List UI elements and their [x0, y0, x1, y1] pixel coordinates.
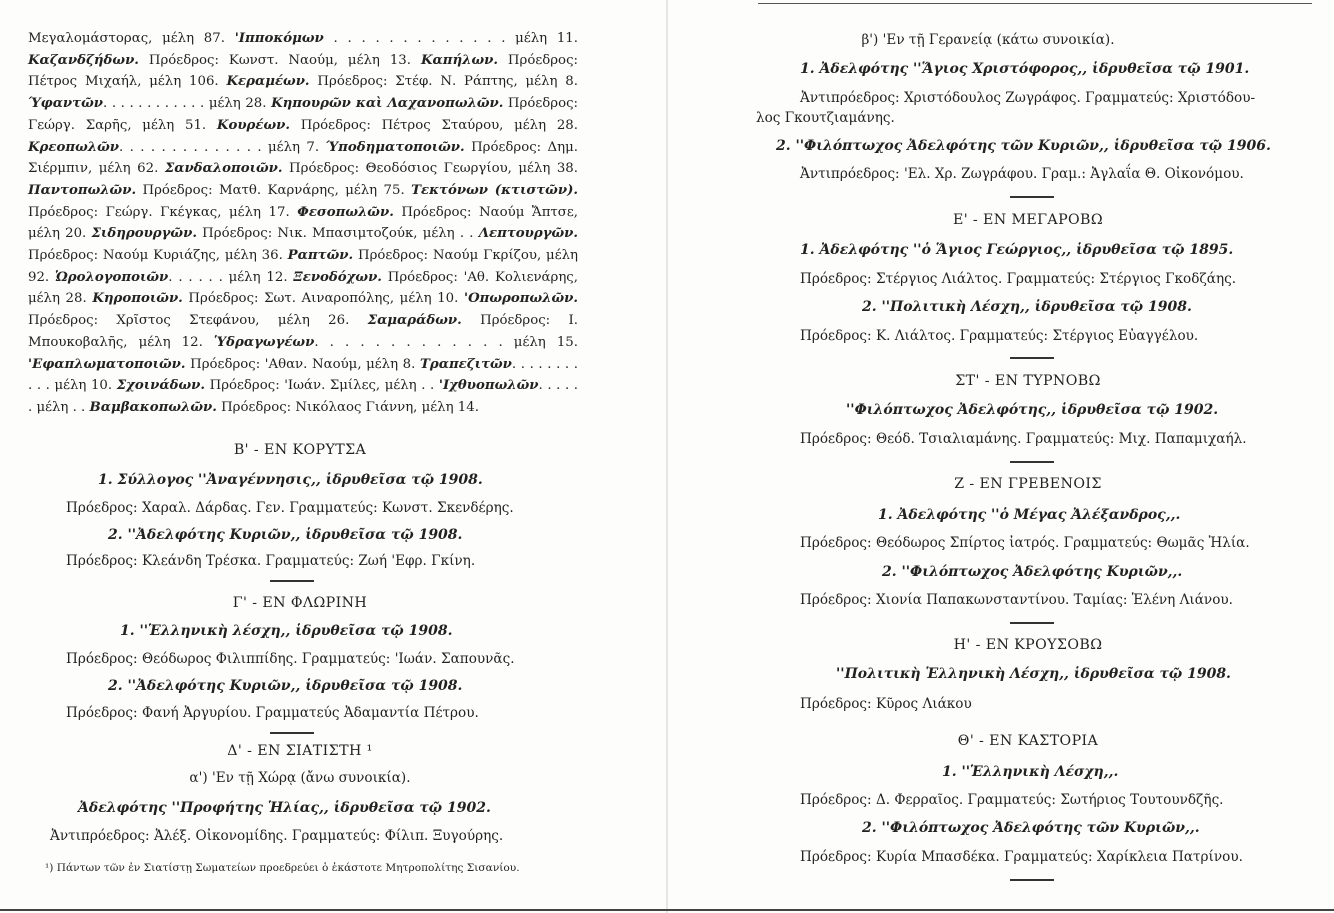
entry-megarovo-2: 2. ''Πολιτικὴ Λέσχη,, ἱδρυθεῖσα τῷ 1908. — [862, 299, 1192, 315]
guild-name: 'Ιχθυοπωλῶν — [438, 378, 539, 394]
guild-name: Καζανδζήδων. — [28, 52, 139, 68]
entry-grevena-1: 1. Ἀδελφότης ''ὁ Μέγας Ἀλέξανδρος,,. — [878, 507, 1181, 523]
info-megarovo-1: Πρόεδρος: Στέργιος Λιάλτος. Γραμματεύς: Στέργιος Γκοδζάης. — [800, 271, 1237, 287]
guild-name: Ξενοδόχων. — [293, 269, 382, 285]
guild-name: 'Εφαπλωματοποιῶν. — [28, 356, 186, 372]
info-siatista-1: Ἀντιπρόεδρος: Ἀλέξ. Οἰκονομίδης. Γραμματεύς: Φίλιπ. Ξυγούρης. — [50, 828, 504, 844]
guild-details: Πρόεδρος: Στέφ. Ν. Ράπτης, μέλη 8. — [309, 74, 578, 90]
guild-name: 'Ιπποκόμων — [234, 31, 324, 46]
heading-florina: Γ' - ΕΝ ΦΛΩΡΙΝΗ — [232, 595, 368, 611]
guild-details: Πρόεδρος: Ματθ. Καρνάρης, μέλη 75. — [136, 182, 412, 198]
guild-details: Πρόεδρος: Πέτρος Μιχαήλ, μέλη 106. — [28, 52, 578, 90]
guild-name: Ὡρολογοποιῶν — [54, 269, 169, 285]
guild-name: Σιδηρουργῶν. — [91, 226, 197, 242]
info-gerania-2: Ἀντιπρόεδρος: 'Ελ. Χρ. Ζωγράφου. Γραμ.: Ἀγλαΐα Θ. Οἰκονόμου. — [800, 166, 1244, 182]
entry-kastoria-1: 1. ''Ἑλληνικὴ Λέσχη,,. — [942, 764, 1119, 780]
guild-details: Πρόεδρος: Γεώργ. Γκέγκας, μέλη 17. — [28, 204, 298, 220]
entry-siatista-1: Ἀδελφότης ''Προφήτης Ἡλίας,, ἱδρυθεῖσα τῷ 1902. — [78, 800, 491, 816]
guild-name: Κηπουρῶν καὶ Λαχανοπωλῶν. — [271, 96, 504, 112]
guild-name: Τραπεζιτῶν — [419, 356, 512, 372]
divider — [1010, 461, 1054, 463]
top-rule — [758, 3, 1312, 4]
heading-korytsa: Β' - ΕΝ ΚΟΡΥΤΣΑ — [233, 442, 367, 458]
guild-name: Φεσοπωλῶν. — [297, 204, 394, 220]
footnote: ¹) Πάντων τῶν ἐν Σιατίστῃ Σωματείων προεδρεύει ὁ ἑκάστοτε Μητροπολίτης Σισανίου. — [45, 862, 520, 874]
guild-details: Πρόεδρος: Ναούμ Κυριάζης, μέλη 36. — [28, 248, 288, 264]
guild-details: Πρόεδρος: Δημ. Σιέρμπιν, μέλη 62. — [28, 139, 578, 177]
guild-details: . . . . . . . . . . . . μέλη 28. — [103, 96, 272, 112]
entry-krousovo-1: ''Πολιτικὴ Ἑλληνικὴ Λέσχη,, ἱδρυθεῖσα τῷ 1908. — [836, 666, 1231, 682]
guild-details: Πρόεδρος: 'Αθ. Κολιενάρης, μέλη 28. — [28, 269, 578, 307]
heading-krousovo: Η' - ΕΝ ΚΡΟΥΣΟΒΩ — [953, 637, 1103, 653]
guild-details: Πρόεδρος: Χρῖστος Στεφάνου, μέλη 26. — [28, 313, 368, 329]
guild-name: Σανδαλοποιῶν. — [164, 161, 283, 177]
divider — [1010, 196, 1054, 198]
guild-details: Πρόεδρος: Νικ. Μπασιμτοζούκ, μέλη . . — [196, 226, 479, 242]
info-florina-1: Πρόεδρος: Θεόδωρος Φιλιππίδης. Γραμματεύς: 'Ιωάν. Σαπουνᾶς. — [66, 651, 515, 667]
entry-megarovo-1: 1. Ἀδελφότης ''ὁ Ἅγιος Γεώργιος,, ἱδρυθεῖσα τῷ 1895. — [800, 242, 1234, 258]
entry-florina-2: 2. ''Ἀδελφότης Κυριῶν,, ἱδρυθεῖσα τῷ 1908. — [108, 678, 463, 694]
guild-name: Σχοινάδων. — [116, 378, 206, 394]
guild-details: Πρόεδρος: 'Ιωάν. Σμίλες, μέλη . . — [205, 378, 439, 394]
guild-details: . . . . . . . . . . . . . μέλη 15. — [314, 334, 578, 350]
guild-name: Ύφαντῶν — [28, 96, 103, 112]
heading-tyrnovo: ΣΤ' - ΕΝ ΤΥΡΝΟΒΩ — [955, 373, 1101, 389]
guild-name: Κεραμέων. — [226, 74, 310, 90]
guild-name: Κρεοπωλῶν — [28, 139, 119, 155]
guild-details: . . . . . . . . . . . μέλη 10. — [28, 356, 578, 394]
right-page — [668, 0, 1334, 913]
guild-details: . . . . . . μέλη 12. — [168, 269, 294, 285]
guild-name: 'Οπωροπωλῶν. — [464, 291, 578, 307]
left-page — [0, 0, 666, 913]
guild-name: Παντοπωλῶν. — [28, 182, 137, 198]
heading-megarovo: Ε' - ΕΝ ΜΕΓΑΡΟΒΩ — [952, 212, 1104, 228]
info-gerania-1b: λος Γκουτζιαμάνης. — [756, 110, 895, 126]
guild-name: Σαμαράδων. — [367, 313, 462, 329]
bottom-rule — [0, 909, 1334, 911]
info-grevena-2: Πρόεδρος: Χιονία Παπακωνσταντίνου. Ταμίας: Ἑλένη Λιάνου. — [800, 592, 1233, 608]
info-megarovo-2: Πρόεδρος: Κ. Λιάλτος. Γραμματεύς: Στέργιος Εὐαγγέλου. — [800, 328, 1199, 344]
heading-siatista: Δ' - ΕΝ ΣΙΑΤΙΣΤΗ ¹ — [227, 743, 373, 759]
entry-kastoria-2: 2. ''Φιλόπτωχος Ἀδελφότης τῶν Κυριῶν,,. — [862, 820, 1200, 836]
heading-kastoria: Θ' - ΕΝ ΚΑΣΤΟΡΙΑ — [957, 733, 1099, 749]
guild-name: Κουρέων. — [216, 117, 290, 133]
info-kastoria-1: Πρόεδρος: Δ. Φερραῖος. Γραμματεύς: Σωτήριος Τουτουνδζῆς. — [800, 792, 1224, 808]
entry-gerania-2: 2. ''Φιλόπτωχος Ἀδελφότης τῶν Κυριῶν,, ἱδρυθεῖσα τῷ 1906. — [776, 138, 1271, 154]
info-kastoria-2: Πρόεδρος: Κυρία Μπασδέκα. Γραμματεύς: Χαρίκλεια Πατρίνου. — [800, 849, 1243, 865]
divider — [270, 580, 314, 582]
guild-details: Πρόεδρος: Κωνστ. Ναούμ, μέλη 13. — [138, 52, 421, 68]
entry-florina-1: 1. ''Ἑλληνικὴ λέσχη,, ἱδρυθεῖσα τῷ 1908. — [120, 623, 453, 639]
entry-korytsa-1: 1. Σύλλογος ''Ἀναγέννησις,, ἱδρυθεῖσα τῷ 1908. — [98, 472, 483, 488]
divider — [1010, 357, 1054, 359]
guild-details: Μεγαλομάστορας, μέλη 87. — [28, 31, 235, 46]
info-korytsa-2: Πρόεδρος: Κλεάνδη Τρέσκα. Γραμματεύς: Ζωή 'Εφρ. Γκίνη. — [66, 553, 476, 569]
entry-gerania-1: 1. Ἀδελφότης ''Ἅγιος Χριστόφορος,, ἱδρυθεῖσα τῷ 1901. — [800, 61, 1250, 77]
entry-grevena-2: 2. ''Φιλόπτωχος Ἀδελφότης Κυριῶν,,. — [882, 564, 1183, 580]
guild-details: Πρόεδρος: Ναούμ Ἄπτσε, μέλη 20. — [28, 204, 578, 242]
guild-details: Πρόεδρος: Γεώργ. Σαρῆς, μέλη 51. — [28, 96, 578, 133]
entry-tyrnovo-1: ''Φιλόπτωχος Ἀδελφότης,, ἱδρυθεῖσα τῷ 1902. — [846, 402, 1219, 418]
guild-name: Ραπτῶν. — [287, 248, 354, 264]
heading-grevena: Ζ - ΕΝ ΓΡΕΒΕΝΟΙΣ — [954, 476, 1102, 492]
info-grevena-1: Πρόεδρος: Θεόδωρος Σπίρτος ἰατρός. Γραμματεύς: Θωμᾶς Ἠλία. — [800, 535, 1250, 551]
divider — [270, 732, 314, 734]
guild-details: Πρόεδρος: Νικόλαος Γιάννη, μέλη 14. — [216, 399, 479, 415]
guild-name: Ύποδηματοποιῶν. — [325, 139, 465, 155]
guild-details: . . . . . . μέλη . . — [28, 378, 578, 415]
guild-name: Βαμβακοπωλῶν. — [89, 399, 217, 415]
guild-details: . . . . . . . . . . . . . . μέλη 7. — [118, 139, 326, 155]
divider — [1010, 622, 1054, 624]
entry-korytsa-2: 2. ''Ἀδελφότης Κυριῶν,, ἱδρυθεῖσα τῷ 1908. — [108, 527, 463, 543]
guild-details: Πρόεδρος: Θεοδόσιος Γεωργίου, μέλη 38. — [282, 161, 578, 177]
sub-gerania: β') 'Εν τῇ Γερανείᾳ (κάτω συνοικία). — [861, 32, 1115, 48]
guild-details: Πρόεδρος: 'Αθαν. Ναούμ, μέλη 8. — [185, 356, 420, 372]
guild-list-paragraph — [28, 28, 578, 419]
info-gerania-1a: Ἀντιπρόεδρος: Χριστόδουλος Ζωγράφος. Γραμματεύς: Χριστόδου- — [800, 90, 1256, 106]
divider — [1010, 879, 1054, 881]
guild-details: Πρόεδρος: Ναούμ Γκρίζου, μέλη 92. — [28, 248, 578, 285]
sub-siatista: α') 'Εν τῇ Χώρᾳ (ἄνω συνοικία). — [189, 770, 411, 786]
guild-details: Πρόεδρος: Πέτρος Σταύρου, μέλη 28. — [290, 117, 578, 133]
guild-name: Τεκτόνων (κτιστῶν). — [411, 182, 578, 198]
info-korytsa-1: Πρόεδρος: Χαραλ. Δάρδας. Γεν. Γραμματεύς: Κωνστ. Σκενδέρης. — [66, 500, 514, 516]
guild-name: Λεπτουργῶν. — [478, 226, 579, 242]
guild-details: Πρόεδρος: Ι. Μπουκοβαλῆς, μέλη 12. — [28, 313, 579, 350]
info-tyrnovo-1: Πρόεδρος: Θεόδ. Τσιαλιαμάνης. Γραμματεύς: Μιχ. Παπαμιχαήλ. — [800, 431, 1247, 447]
info-florina-2: Πρόεδρος: Φανή Ἀργυρίου. Γραμματεύς Ἀδαμαντία Πέτρου. — [66, 705, 479, 721]
guild-details: Πρόεδρος: Σωτ. Αιναροπόλης, μέλη 10. — [182, 291, 464, 307]
guild-name: Κηροποιῶν. — [92, 291, 183, 307]
info-krousovo-1: Πρόεδρος: Κῦρος Λιάκου — [800, 696, 972, 712]
guild-name: Καπήλων. — [420, 52, 498, 68]
guild-details: . . . . . . . . . . . . . μέλη 11. — [323, 31, 578, 46]
guild-name: Ὑδραγωγέων — [213, 334, 315, 350]
